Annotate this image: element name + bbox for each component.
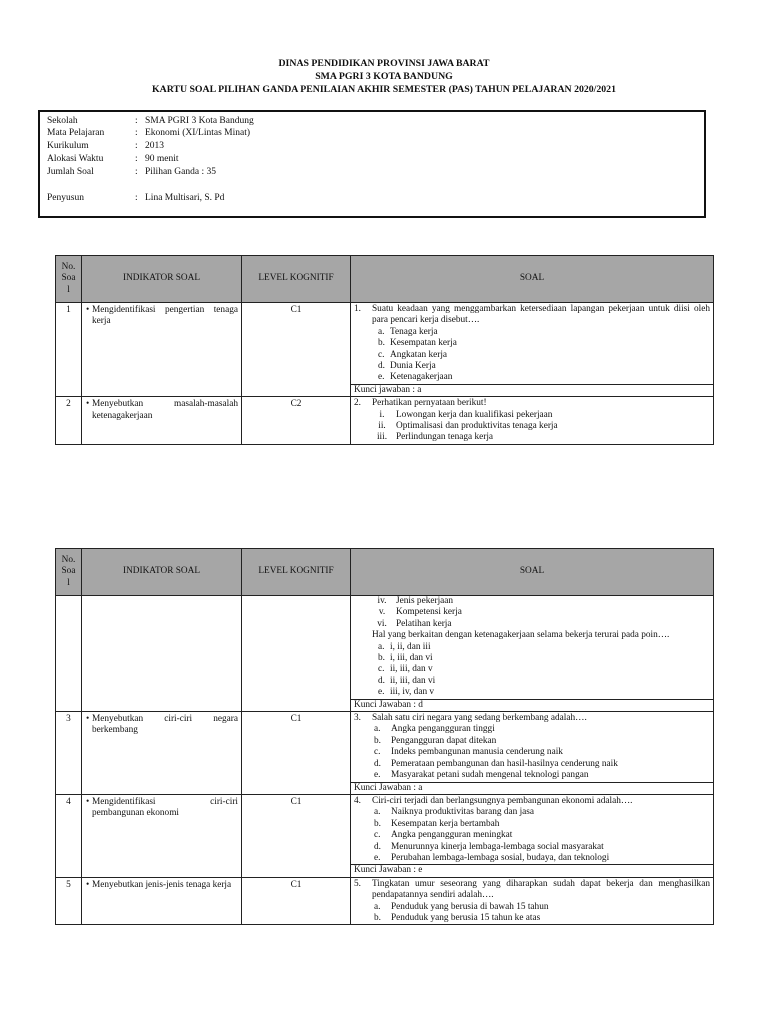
soal-cell: 4. Ciri-ciri terjadi dan berlangsungnya pembangunan ekonomi adalah…. a. Naiknya produktivitas barang dan jasa b. Kesempatan kerja bertambah c. Angka pengangguran meningkat d. Menurunnya kinerja lembaga-lembaga social masyarakat e. Perubahan lembaga-lembaga sosial, budaya, dan teknologi [351, 794, 714, 864]
info-sekolah: Sekolah : SMA PGRI 3 Kota Bandung [47, 116, 254, 126]
soal-cell: 2. Perhatikan pernyataan berikut! i. Lowongan kerja dan kualifikasi pekerjaan ii. Optimalisasi dan produktivitas tenaga kerja iii. Perlindungan tenaga kerja [351, 397, 714, 445]
header-line-2: SMA PGRI 3 KOTA BANDUNG [315, 71, 453, 82]
alokasi-value: 90 menit [145, 154, 179, 164]
indikator-cell: • Menyebutkan masalah-masalah ketenagakerjaan [82, 397, 242, 445]
header-line-1: DINAS PENDIDIKAN PROVINSI JAWA BARAT [278, 58, 490, 69]
col-header-indikator: INDIKATOR SOAL [82, 549, 242, 596]
col-header-no: No. Soa l [56, 549, 82, 596]
kunci-jawaban: Kunci Jawaban : a [351, 782, 714, 794]
info-mapel: Mata Pelajaran : Ekonomi (XI/Lintas Minat) [47, 128, 251, 138]
sekolah-value: SMA PGRI 3 Kota Bandung [145, 116, 254, 126]
question-number: 5 [56, 877, 82, 925]
table-row [56, 596, 714, 700]
indikator-cell: • Mengidentifikasi ciri-ciri pembangunan ekonomi [82, 794, 242, 877]
table-row [56, 712, 714, 782]
info-box [38, 110, 706, 218]
soal-cell: 3. Salah satu ciri negara yang sedang berkembang adalah…. a. Angka pengangguran tinggi b. Pengangguran dapat ditekan c. Indeks pembangunan manusia cenderung naik d. Pemerataan pembangunan dan hasil-hasilnya cenderung naik e. Masyarakat petani sudah mengenal teknologi pangan [351, 712, 714, 782]
bullet-icon: • [86, 399, 90, 410]
question-number: 1 [56, 303, 82, 397]
question-number: 4 [56, 794, 82, 877]
question-table-1 [55, 255, 714, 445]
col-header-level: LEVEL KOGNITIF [242, 256, 351, 303]
info-kurikulum: Kurikulum : 2013 [47, 141, 164, 151]
question-table-2 [55, 548, 714, 925]
info-alokasi: Alokasi Waktu : 90 menit [47, 154, 179, 164]
soal-cell: iv. Jenis pekerjaan v. Kompetensi kerja vi. Pelatihan kerja Hal yang berkaitan dengan ketenagakerjaan selama bekerja terurai pada poin…. a. i, ii, dan iii b. i, iii, dan vi c. ii, iii, dan v d. ii, iii, dan vi e. iii, iv, dan v [351, 596, 714, 700]
level-cell: C1 [242, 794, 351, 877]
col-header-soal: SOAL [351, 549, 714, 596]
level-cell: C2 [242, 397, 351, 445]
bullet-icon: • [86, 796, 90, 807]
indikator-cell: • Menyebutkan ciri-ciri negara berkembang [82, 712, 242, 795]
level-cell: C1 [242, 877, 351, 925]
col-header-no: No. Soa l [56, 256, 82, 303]
col-header-indikator: INDIKATOR SOAL [82, 256, 242, 303]
penyusun-value: Lina Multisari, S. Pd [145, 193, 225, 203]
question-number: 3 [56, 712, 82, 795]
level-cell: C1 [242, 712, 351, 795]
info-penyusun: Penyusun : Lina Multisari, S. Pd [47, 193, 225, 203]
table-row [56, 877, 714, 925]
table-row [56, 397, 714, 445]
indikator-cell: • Mengidentifikasi pengertian tenaga kerja [82, 303, 242, 397]
table-row [56, 303, 714, 385]
question-number: 2 [56, 397, 82, 445]
table-header-row [56, 549, 714, 596]
header-line-3: KARTU SOAL PILIHAN GANDA PENILAIAN AKHIR SEMESTER (PAS) TAHUN PELAJARAN 2020/2021 [152, 84, 616, 95]
bullet-icon: • [86, 714, 90, 725]
table-header-row [56, 256, 714, 303]
bullet-icon: • [86, 305, 90, 315]
col-header-level: LEVEL KOGNITIF [242, 549, 351, 596]
table-row [56, 794, 714, 864]
soal-cell: 5. Tingkatan umur seseorang yang diharapkan sudah dapat bekerja dan menghasilkan pendapatannya sendiri adalah…. a. Penduduk yang berusia di bawah 15 tahun b. Penduduk yang berusia 15 tahun ke atas [351, 877, 714, 925]
info-jumlah: Jumlah Soal : Pilihan Ganda : 35 [47, 167, 216, 177]
kunci-jawaban: Kunci Jawaban : e [351, 865, 714, 877]
soal-cell: 1. Suatu keadaan yang menggambarkan ketersediaan lapangan pekerjaan untuk diisi oleh para pencari kerja disebut…. a. Tenaga kerja b. Kesempatan kerja c. Angkatan kerja d. Dunia Kerja e. Ketenagakerjaan [351, 303, 714, 385]
bullet-icon: • [86, 879, 90, 890]
jumlah-value: Pilihan Ganda : 35 [145, 167, 216, 177]
mapel-value: Ekonomi (XI/Lintas Minat) [145, 128, 251, 138]
kunci-jawaban: Kunci Jawaban : d [351, 699, 714, 711]
col-header-soal: SOAL [351, 256, 714, 303]
kunci-jawaban: Kunci jawaban : a [351, 384, 714, 396]
kurikulum-value: 2013 [145, 141, 164, 151]
document-header [0, 57, 768, 96]
level-cell: C1 [242, 303, 351, 397]
indikator-cell: • Menyebutkan jenis-jenis tenaga kerja [82, 877, 242, 925]
